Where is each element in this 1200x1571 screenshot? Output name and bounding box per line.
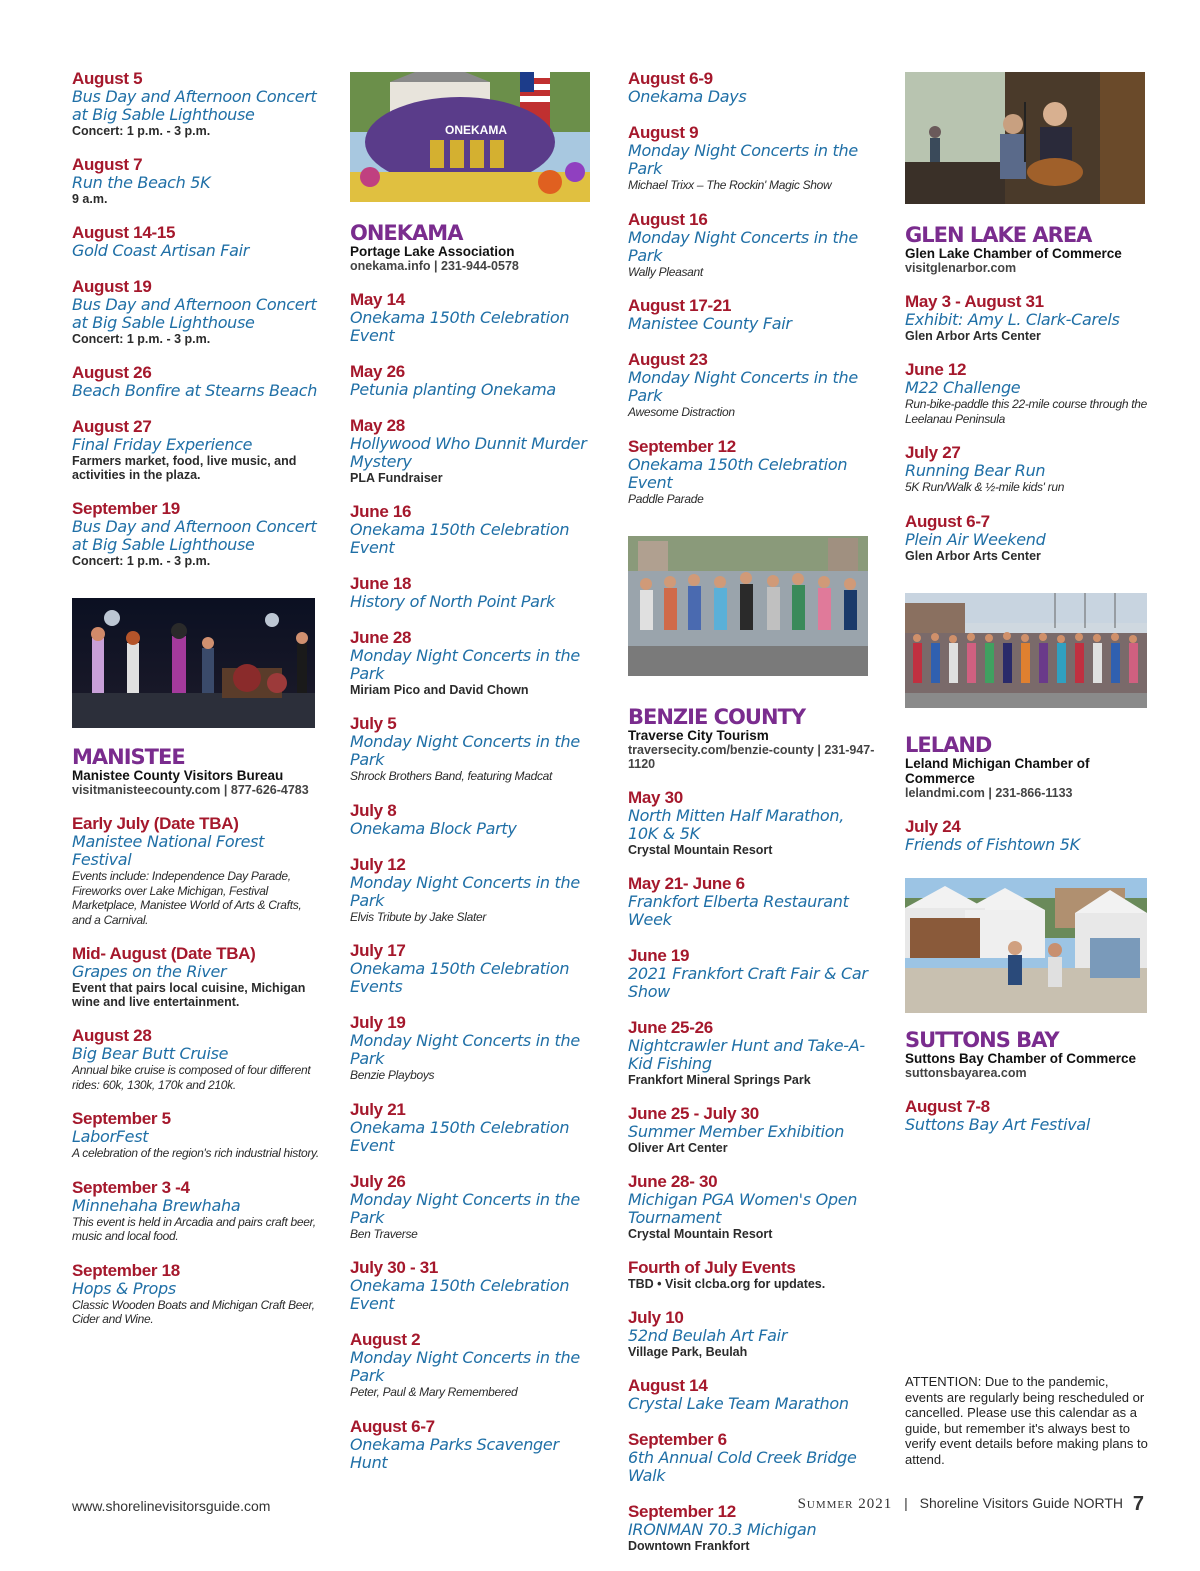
art-festival-tents-photo bbox=[905, 878, 1147, 1013]
event-date: June 25-26 bbox=[628, 1018, 713, 1037]
event-detail: Downtown Frankfort bbox=[628, 1539, 750, 1553]
event-title: Hollywood Who Dunnit Murder Mystery bbox=[350, 434, 587, 471]
event-title: Frankfort Elberta Restaurant Week bbox=[628, 892, 849, 929]
event-title: Onekama 150th Celebration Event bbox=[350, 1117, 570, 1155]
area-header-manistee bbox=[72, 746, 322, 797]
event-title: Monday Night Concerts in the Park bbox=[628, 227, 858, 265]
event-date: August 6-7 bbox=[905, 511, 990, 531]
event-item bbox=[628, 1431, 878, 1485]
event-item bbox=[72, 70, 322, 138]
area-organization: Traverse City Tourism bbox=[628, 728, 769, 743]
event-date: May 21- June 6 bbox=[628, 874, 745, 893]
event-title: Running Bear Run bbox=[905, 461, 1046, 480]
event-title: Onekama 150th Celebration Event bbox=[350, 1276, 570, 1313]
event-item bbox=[628, 1105, 878, 1155]
event-detail: Oliver Art Center bbox=[628, 1141, 728, 1155]
event-item bbox=[350, 1418, 600, 1472]
event-item bbox=[350, 942, 600, 996]
event-title: 52nd Beulah Art Fair bbox=[628, 1326, 788, 1345]
event-date: September 3 -4 bbox=[72, 1177, 190, 1197]
event-date: August 6-7 bbox=[350, 1416, 435, 1436]
event-item bbox=[350, 575, 600, 611]
event-title: Suttons Bay Art Festival bbox=[905, 1114, 1091, 1134]
event-note: Elvis Tribute by Jake Slater bbox=[350, 909, 487, 924]
event-date: August 23 bbox=[628, 350, 708, 369]
event-date: August 14-15 bbox=[72, 223, 176, 242]
event-title: Petunia planting Onekama bbox=[350, 380, 556, 399]
event-title: M22 Challenge bbox=[905, 378, 1021, 397]
event-title: Onekama 150th Celebration Event bbox=[350, 308, 570, 345]
event-date: July 26 bbox=[350, 1171, 406, 1191]
event-date: July 19 bbox=[350, 1013, 406, 1032]
event-date: July 5 bbox=[350, 714, 397, 733]
event-date: August 26 bbox=[72, 363, 152, 382]
area-header-leland bbox=[905, 734, 1155, 800]
event-date: Fourth of July Events bbox=[628, 1258, 796, 1277]
event-date: August 17-21 bbox=[628, 296, 732, 315]
event-date: June 18 bbox=[350, 574, 412, 593]
event-detail: Concert: 1 p.m. - 3 p.m. bbox=[72, 124, 211, 138]
event-item bbox=[72, 418, 322, 482]
event-list-top bbox=[628, 70, 878, 506]
area-contact: lelandmi.com | 231-866-1133 bbox=[905, 785, 1073, 800]
event-title: Manistee County Fair bbox=[628, 314, 792, 333]
event-title: Onekama Block Party bbox=[350, 818, 517, 838]
event-title: Onekama 150th Celebration Events bbox=[350, 959, 570, 996]
event-date: August 16 bbox=[628, 209, 708, 229]
footer-season: Summer 2021 bbox=[797, 1496, 893, 1512]
float-sign: ONEKAMA bbox=[445, 123, 507, 137]
event-date: Mid- August (Date TBA) bbox=[72, 944, 256, 963]
event-title: Monday Night Concerts in the Park bbox=[350, 646, 580, 683]
event-title: Onekama 150th Celebration Event bbox=[350, 520, 570, 557]
event-date: August 28 bbox=[72, 1026, 152, 1045]
area-organization: Suttons Bay Chamber of Commerce bbox=[905, 1050, 1137, 1066]
event-detail: PLA Fundraiser bbox=[350, 471, 443, 485]
area-header-glen-lake bbox=[905, 224, 1155, 275]
area-contact: suttonsbayarea.com bbox=[905, 1065, 1027, 1080]
event-item bbox=[628, 875, 878, 929]
area-name: MANISTEE bbox=[72, 745, 185, 769]
event-date: August 7 bbox=[72, 155, 143, 174]
event-item bbox=[628, 1309, 878, 1359]
event-item bbox=[72, 278, 322, 346]
event-item bbox=[350, 363, 600, 399]
event-item bbox=[350, 1101, 600, 1155]
event-item bbox=[628, 1377, 878, 1413]
event-note: Shrock Brothers Band, featuring Madcat bbox=[350, 769, 553, 783]
event-item bbox=[628, 438, 878, 507]
event-date: May 30 bbox=[628, 788, 683, 807]
event-item bbox=[350, 1331, 600, 1400]
event-note: Ben Traverse bbox=[350, 1226, 418, 1241]
column-leelanau bbox=[905, 70, 1155, 1152]
footer-website[interactable]: www.shorelinevisitorsguide.com bbox=[72, 1498, 271, 1514]
event-title: 6th Annual Cold Creek Bridge Walk bbox=[628, 1448, 857, 1485]
event-detail: Glen Arbor Arts Center bbox=[905, 329, 1041, 343]
onekama-parade-float-photo bbox=[350, 72, 590, 202]
event-item bbox=[350, 417, 600, 485]
event-date: September 6 bbox=[628, 1430, 727, 1449]
column-manistee bbox=[72, 70, 322, 1345]
event-date: August 6-9 bbox=[628, 69, 713, 88]
event-date: July 30 - 31 bbox=[350, 1258, 439, 1277]
event-title: IRONMAN 70.3 Michigan bbox=[628, 1520, 817, 1539]
event-item bbox=[628, 1019, 878, 1087]
event-item bbox=[905, 818, 1155, 854]
event-detail: Farmers market, food, live music, and activities in the plaza. bbox=[72, 454, 297, 482]
event-item bbox=[72, 945, 322, 1009]
event-note: Wally Pleasant bbox=[628, 264, 703, 279]
event-detail: Miriam Pico and David Chown bbox=[350, 683, 529, 697]
footer-publication-info bbox=[798, 1493, 1144, 1516]
event-item bbox=[350, 715, 600, 784]
event-item bbox=[72, 156, 322, 206]
event-item bbox=[350, 802, 600, 838]
event-title: History of North Point Park bbox=[350, 592, 555, 611]
event-title: Onekama Days bbox=[628, 87, 747, 106]
event-title: Bus Day and Afternoon Concert at Big Sable Lighthouse bbox=[72, 295, 317, 332]
event-date: August 5 bbox=[72, 69, 143, 88]
event-title: Run the Beach 5K bbox=[72, 173, 211, 192]
event-item bbox=[905, 513, 1155, 563]
event-title: Beach Bonfire at Stearns Beach bbox=[72, 381, 318, 400]
event-title: Onekama Parks Scavenger Hunt bbox=[350, 1434, 559, 1472]
event-item bbox=[350, 856, 600, 925]
event-title: Monday Night Concerts in the Park bbox=[628, 368, 858, 405]
column-benzie bbox=[628, 70, 878, 1571]
area-name: BENZIE COUNTY bbox=[628, 705, 806, 729]
event-date: September 18 bbox=[72, 1260, 180, 1280]
event-date: June 28 bbox=[350, 628, 412, 647]
event-note: Annual bike cruise is composed of four different rides: 60k, 130k, 170k and 210k. bbox=[72, 1063, 311, 1092]
event-title: Friends of Fishtown 5K bbox=[905, 834, 1080, 854]
event-date: September 19 bbox=[72, 499, 180, 518]
event-item bbox=[72, 224, 322, 260]
event-item bbox=[628, 211, 878, 280]
area-name: ONEKAMA bbox=[350, 221, 463, 245]
event-note: Benzie Playboys bbox=[350, 1068, 435, 1082]
event-date: August 9 bbox=[628, 123, 699, 142]
event-title: Bus Day and Afternoon Concert at Big Sable Lighthouse bbox=[72, 517, 317, 554]
page-number: 7 bbox=[1132, 1493, 1144, 1515]
event-item bbox=[350, 503, 600, 557]
event-date: May 28 bbox=[350, 416, 405, 435]
event-item bbox=[628, 947, 878, 1001]
event-title: Monday Night Concerts in the Park bbox=[350, 1348, 580, 1385]
event-item bbox=[628, 124, 878, 193]
event-item bbox=[72, 1110, 322, 1161]
event-note: Classic Wooden Boats and Michigan Craft Beer, Cider and Wine. bbox=[72, 1297, 315, 1326]
attention-notice: ATTENTION: Due to the pandemic, events are regularly being rescheduled or cancelled. Please use this calendar as a guide, but remember it's always best to verify event details before making plans to attend. bbox=[905, 1374, 1148, 1467]
event-date: May 14 bbox=[350, 290, 405, 309]
area-organization: Manistee County Visitors Bureau bbox=[72, 768, 284, 783]
event-item bbox=[628, 297, 878, 333]
area-contact: visitmanisteecounty.com | 877-626-4783 bbox=[72, 783, 309, 797]
event-title: Nightcrawler Hunt and Take-A-Kid Fishing bbox=[628, 1036, 865, 1073]
event-detail: Glen Arbor Arts Center bbox=[905, 548, 1041, 563]
area-organization: Glen Lake Chamber of Commerce bbox=[905, 246, 1122, 261]
footer-separator: | bbox=[904, 1495, 908, 1511]
event-title: Monday Night Concerts in the Park bbox=[350, 1189, 580, 1227]
harbor-race-crowd-photo bbox=[905, 593, 1147, 708]
event-date: June 16 bbox=[350, 502, 412, 521]
event-title: North Mitten Half Marathon, 10K & 5K bbox=[628, 806, 845, 843]
event-date: August 14 bbox=[628, 1376, 708, 1395]
event-item bbox=[905, 293, 1155, 343]
event-title: Onekama 150th Celebration Event bbox=[628, 454, 848, 492]
event-detail: 9 a.m. bbox=[72, 192, 108, 206]
event-title: Grapes on the River bbox=[72, 962, 227, 981]
event-note: Events include: Independence Day Parade, Fireworks over Lake Michigan, Festival Marketplace, Manistee World of Arts & Crafts, and a Carnival. bbox=[72, 869, 302, 927]
event-date: July 17 bbox=[350, 941, 406, 960]
area-name: LELAND bbox=[905, 732, 992, 757]
event-detail: Concert: 1 p.m. - 3 p.m. bbox=[72, 554, 211, 568]
area-header-onekama bbox=[350, 222, 600, 273]
event-date: July 8 bbox=[350, 800, 397, 820]
event-item bbox=[628, 1259, 878, 1291]
event-date: July 21 bbox=[350, 1099, 406, 1119]
event-item bbox=[72, 500, 322, 568]
event-title: Monday Night Concerts in the Park bbox=[350, 732, 580, 769]
event-item bbox=[72, 364, 322, 400]
event-title: LaborFest bbox=[72, 1127, 149, 1146]
event-item bbox=[72, 815, 322, 927]
event-item bbox=[628, 789, 878, 857]
area-contact: traversecity.com/benzie-county | 231-947-1120 bbox=[628, 743, 875, 771]
event-date: June 25 - July 30 bbox=[628, 1104, 759, 1123]
event-list-manistee bbox=[72, 815, 322, 1327]
event-item bbox=[905, 1098, 1155, 1134]
event-date: June 12 bbox=[905, 360, 967, 379]
event-title: Bus Day and Afternoon Concert at Big Sable Lighthouse bbox=[72, 87, 317, 124]
event-note: This event is held in Arcadia and pairs craft beer, music and local food. bbox=[72, 1214, 316, 1243]
event-title: Big Bear Butt Cruise bbox=[72, 1044, 229, 1063]
event-list-onekama bbox=[350, 291, 600, 1472]
event-title: Crystal Lake Team Marathon bbox=[628, 1394, 849, 1413]
event-detail: TBD • Visit clcba.org for updates. bbox=[628, 1277, 826, 1291]
event-list-suttons-bay bbox=[905, 1098, 1155, 1134]
area-header-suttons-bay bbox=[905, 1029, 1155, 1080]
event-title: Summer Member Exhibition bbox=[628, 1122, 845, 1141]
event-item bbox=[350, 1173, 600, 1242]
column-onekama bbox=[350, 70, 600, 1490]
event-date: May 3 - August 31 bbox=[905, 292, 1044, 311]
event-detail: Crystal Mountain Resort bbox=[628, 843, 773, 857]
event-item bbox=[628, 351, 878, 420]
event-note: A celebration of the region's rich industrial history. bbox=[72, 1146, 319, 1160]
event-item bbox=[905, 444, 1155, 495]
event-detail: Frankfort Mineral Springs Park bbox=[628, 1073, 811, 1087]
event-list-benzie bbox=[628, 789, 878, 1553]
event-title: Monday Night Concerts in the Park bbox=[350, 872, 580, 910]
area-organization: Portage Lake Association bbox=[350, 244, 515, 259]
event-date: May 26 bbox=[350, 362, 405, 381]
event-title: Michigan PGA Women's Open Tournament bbox=[628, 1190, 858, 1227]
event-date: September 12 bbox=[628, 1502, 736, 1521]
event-detail: Village Park, Beulah bbox=[628, 1345, 748, 1359]
event-date: August 27 bbox=[72, 417, 152, 436]
event-item bbox=[72, 1027, 322, 1092]
event-date: September 5 bbox=[72, 1109, 171, 1128]
event-title: Minnehaha Brewhaha bbox=[72, 1195, 241, 1215]
event-item bbox=[628, 70, 878, 106]
event-list-glen-lake bbox=[905, 293, 1155, 563]
event-date: August 2 bbox=[350, 1330, 421, 1349]
area-name: GLEN LAKE AREA bbox=[905, 223, 1092, 247]
event-date: July 12 bbox=[350, 854, 406, 874]
event-title: 2021 Frankfort Craft Fair & Car Show bbox=[628, 964, 868, 1001]
event-item bbox=[350, 291, 600, 345]
area-contact: onekama.info | 231-944-0578 bbox=[350, 259, 519, 273]
event-date: June 28- 30 bbox=[628, 1172, 718, 1191]
event-list-leland bbox=[905, 818, 1155, 854]
event-detail: Event that pairs local cuisine, Michigan wine and live entertainment. bbox=[72, 981, 306, 1009]
event-date: August 19 bbox=[72, 277, 152, 296]
event-detail: Crystal Mountain Resort bbox=[628, 1227, 773, 1241]
footer-publication-name: Shoreline Visitors Guide NORTH bbox=[919, 1495, 1123, 1511]
event-note: Run-bike-paddle this 22-mile course through the Leelanau Peninsula bbox=[905, 397, 1148, 426]
event-item bbox=[628, 1173, 878, 1241]
event-date: June 19 bbox=[628, 946, 690, 965]
concert-band-photo bbox=[72, 598, 315, 728]
event-date: Early July (Date TBA) bbox=[72, 814, 239, 833]
event-item bbox=[350, 1014, 600, 1083]
event-detail: Concert: 1 p.m. - 3 p.m. bbox=[72, 332, 211, 346]
guitar-musicians-photo bbox=[905, 72, 1145, 204]
event-item bbox=[905, 361, 1155, 426]
event-note: Michael Trixx – The Rockin' Magic Show bbox=[628, 178, 832, 192]
event-item bbox=[350, 629, 600, 697]
area-name: SUTTONS BAY bbox=[905, 1027, 1059, 1052]
event-date: July 24 bbox=[905, 816, 961, 836]
event-note: Peter, Paul & Mary Remembered bbox=[350, 1385, 518, 1399]
area-contact: visitglenarbor.com bbox=[905, 261, 1017, 275]
event-date: July 10 bbox=[628, 1308, 684, 1327]
event-note: 5K Run/Walk & ½-mile kids' run bbox=[905, 480, 1065, 494]
event-date: September 12 bbox=[628, 436, 736, 456]
event-title: Hops & Props bbox=[72, 1278, 176, 1298]
event-title: Monday Night Concerts in the Park bbox=[350, 1031, 580, 1068]
area-organization: Leland Michigan Chamber of Commerce bbox=[905, 755, 1090, 786]
event-title: Final Friday Experience bbox=[72, 435, 253, 454]
event-note: Awesome Distraction bbox=[628, 405, 735, 419]
event-item bbox=[72, 1262, 322, 1327]
event-title: Plein Air Weekend bbox=[905, 529, 1046, 549]
event-title: Monday Night Concerts in the Park bbox=[628, 141, 858, 178]
event-date: August 7-8 bbox=[905, 1096, 990, 1116]
event-item bbox=[72, 1179, 322, 1244]
race-runners-photo bbox=[628, 536, 868, 676]
event-note: Paddle Parade bbox=[628, 491, 704, 506]
area-header-benzie-county bbox=[628, 706, 878, 771]
event-item bbox=[350, 1259, 600, 1313]
event-title: Manistee National Forest Festival bbox=[72, 832, 265, 869]
event-title: Gold Coast Artisan Fair bbox=[72, 241, 250, 260]
event-date: July 27 bbox=[905, 443, 961, 462]
event-list-top bbox=[72, 70, 322, 568]
event-title: Exhibit: Amy L. Clark-Carels bbox=[905, 310, 1120, 329]
